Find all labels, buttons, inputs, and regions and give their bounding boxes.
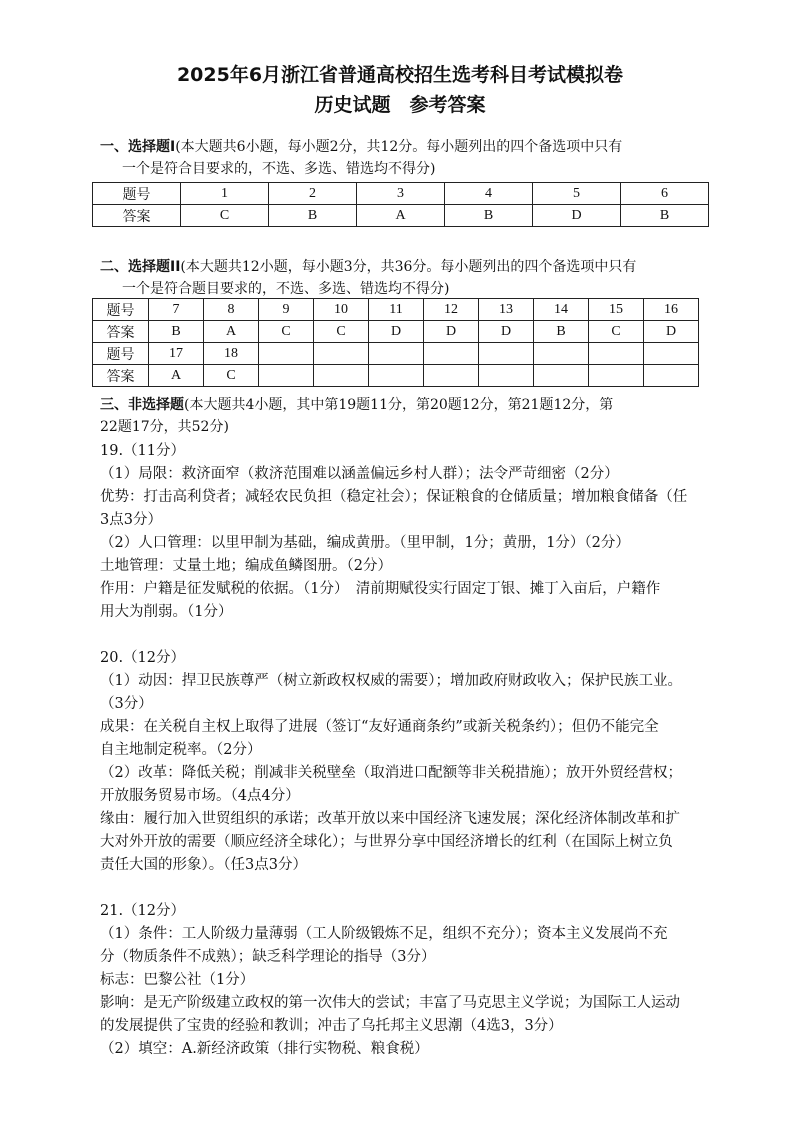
table-cell (479, 343, 534, 365)
table-cell: C (204, 365, 259, 387)
table-cell: B (269, 205, 357, 227)
table-cell: B (534, 321, 589, 343)
section2-answer-table (92, 298, 699, 387)
q19-title: 19.（11分） (100, 443, 186, 459)
q19-line: 作用：户籍是征发赋税的依据。（1分） 清前期赋役实行固定丁银、摊丁入亩后，户籍作 (100, 581, 661, 597)
q21-line: 影响：是无产阶级建立政权的第一次伟大的尝试；丰富了马克思主义学说；为国际工人运动 (100, 995, 680, 1011)
table-cell: A (149, 365, 204, 387)
q20-line: （1）动因：捍卫民族尊严（树立新政权权威的需要）；增加政府财政收入；保护民族工业。 (100, 673, 682, 689)
table-cell: 1 (181, 183, 269, 205)
table-row (93, 183, 709, 205)
table-cell: 6 (621, 183, 709, 205)
q19-line: 3点3分） (100, 512, 162, 528)
table-cell: 16 (644, 299, 699, 321)
table-cell: 13 (479, 299, 534, 321)
table-cell: D (644, 321, 699, 343)
table-cell: D (533, 205, 621, 227)
table-cell (644, 343, 699, 365)
table-cell: B (621, 205, 709, 227)
table-cell: 9 (259, 299, 314, 321)
q20-line: 大对外开放的需要（顺应经济全球化）；与世界分享中国经济增长的红利（在国际上树立负 (100, 834, 673, 850)
section2-instructions (100, 256, 710, 300)
table-row (93, 299, 699, 321)
table-row-label: 题号 (93, 183, 181, 205)
q20-line: （3分） (100, 696, 153, 712)
table-cell: 14 (534, 299, 589, 321)
table-row-label: 答案 (93, 365, 149, 387)
table-cell: C (181, 205, 269, 227)
table-row (93, 321, 699, 343)
q20-line: 缘由：履行加入世贸组织的承诺；改革开放以来中国经济飞速发展；深化经济体制改革和扩 (100, 811, 680, 827)
table-cell: 4 (445, 183, 533, 205)
table-cell (314, 343, 369, 365)
section1-desc-line2: 一个是符合目要求的，不选、多选、错选均不得分) (122, 161, 436, 177)
section3-heading: 三、非选择题 (100, 397, 184, 413)
table-cell (314, 365, 369, 387)
table-row (93, 205, 709, 227)
q19-line: 用大为削弱。（1分） (100, 604, 233, 620)
table-row-label: 题号 (93, 343, 149, 365)
table-row (93, 365, 699, 387)
table-cell (644, 365, 699, 387)
q21-title: 21.（12分） (100, 903, 186, 919)
section1-heading: 一、选择题Ⅰ (100, 139, 176, 155)
section1-answer-table (92, 182, 709, 227)
table-cell: B (445, 205, 533, 227)
q21-line: 分（物质条件不成熟）；缺乏科学理论的指导（3分） (100, 949, 436, 965)
q19-line: 优势：打击高利贷者；减轻农民负担（稳定社会）；保证粮食的仓储质量；增加粮食储备（任 (100, 489, 688, 505)
table-row (93, 343, 699, 365)
q21-line: （2）填空：A.新经济政策（排行实物税、粮食税） (100, 1041, 429, 1057)
table-cell: B (149, 321, 204, 343)
table-cell: D (479, 321, 534, 343)
table-cell: A (357, 205, 445, 227)
table-cell (369, 343, 424, 365)
table-cell: 8 (204, 299, 259, 321)
answers-body (100, 440, 710, 1061)
q20-line: 开放服务贸易市场。（4点4分） (100, 788, 300, 804)
section1-desc-line1: (本大题共6小题，每小题2分，共12分。每小题列出的四个备选项中只有 (175, 139, 623, 155)
q19-line: （2）人口管理：以里甲制为基础，编成黄册。（里甲制，1分；黄册，1分）（2分） (100, 535, 630, 551)
table-cell (589, 365, 644, 387)
table-cell: 5 (533, 183, 621, 205)
table-cell: D (369, 321, 424, 343)
table-cell: 11 (369, 299, 424, 321)
section3-instructions (100, 394, 710, 438)
table-cell: C (314, 321, 369, 343)
table-row-label: 题号 (93, 299, 149, 321)
table-cell (259, 365, 314, 387)
q21-line: （1）条件：工人阶级力量薄弱（工人阶级锻炼不足，组织不充分）；资本主义发展尚不充 (100, 926, 668, 942)
table-cell: D (424, 321, 479, 343)
table-cell: 10 (314, 299, 369, 321)
table-cell (534, 343, 589, 365)
q20-line: （2）改革：降低关税；削减非关税壁垒（取消进口配额等非关税措施）；放开外贸经营权； (100, 765, 682, 781)
section3-desc-line1: (本大题共4小题，其中第19题11分，第20题12分，第21题12分，第 (184, 397, 614, 413)
section1-instructions (100, 136, 710, 180)
table-cell (534, 365, 589, 387)
section2-heading: 二、选择题II (100, 259, 181, 275)
table-cell: 17 (149, 343, 204, 365)
q19-line: 土地管理：丈量土地；编成鱼鳞图册。（2分） (100, 558, 392, 574)
table-cell: 12 (424, 299, 479, 321)
section2-desc-line2: 一个是符合题目要求的，不选、多选、错选均不得分) (122, 281, 450, 297)
q20-line: 成果：在关税自主权上取得了进展（签订“友好通商条约”或新关税条约）；但仍不能完全 (100, 719, 659, 735)
document-subtitle: 历史试题 参考答案 (314, 94, 486, 116)
table-cell: 15 (589, 299, 644, 321)
table-cell: A (204, 321, 259, 343)
table-cell (479, 365, 534, 387)
table-cell: C (259, 321, 314, 343)
q19-line: （1）局限：救济面窄（救济范围难以涵盖偏远乡村人群）；法令严苛细密（2分） (100, 466, 619, 482)
section2-desc-line1: (本大题共12小题，每小题3分，共36分。每小题列出的四个备选项中只有 (180, 259, 637, 275)
q20-line: 责任大国的形象）。（任3点3分） (100, 857, 307, 873)
table-row-label: 答案 (93, 321, 149, 343)
table-cell: C (589, 321, 644, 343)
table-cell: 7 (149, 299, 204, 321)
document-title: 2025年6月浙江省普通高校招生选考科目考试模拟卷 (176, 64, 624, 86)
table-row-label: 答案 (93, 205, 181, 227)
table-cell: 2 (269, 183, 357, 205)
table-cell: 18 (204, 343, 259, 365)
table-cell (369, 365, 424, 387)
q21-line: 的发展提供了宝贵的经验和教训；冲击了乌托邦主义思潮（4选3，3分） (100, 1018, 563, 1034)
table-cell (424, 365, 479, 387)
table-cell: 3 (357, 183, 445, 205)
q20-title: 20.（12分） (100, 650, 186, 666)
q21-line: 标志：巴黎公社（1分） (100, 972, 255, 988)
table-cell (589, 343, 644, 365)
section3-desc-line2: 22题17分，共52分) (100, 419, 229, 435)
q20-line: 自主地制定税率。（2分） (100, 742, 262, 758)
table-cell (424, 343, 479, 365)
table-cell (259, 343, 314, 365)
